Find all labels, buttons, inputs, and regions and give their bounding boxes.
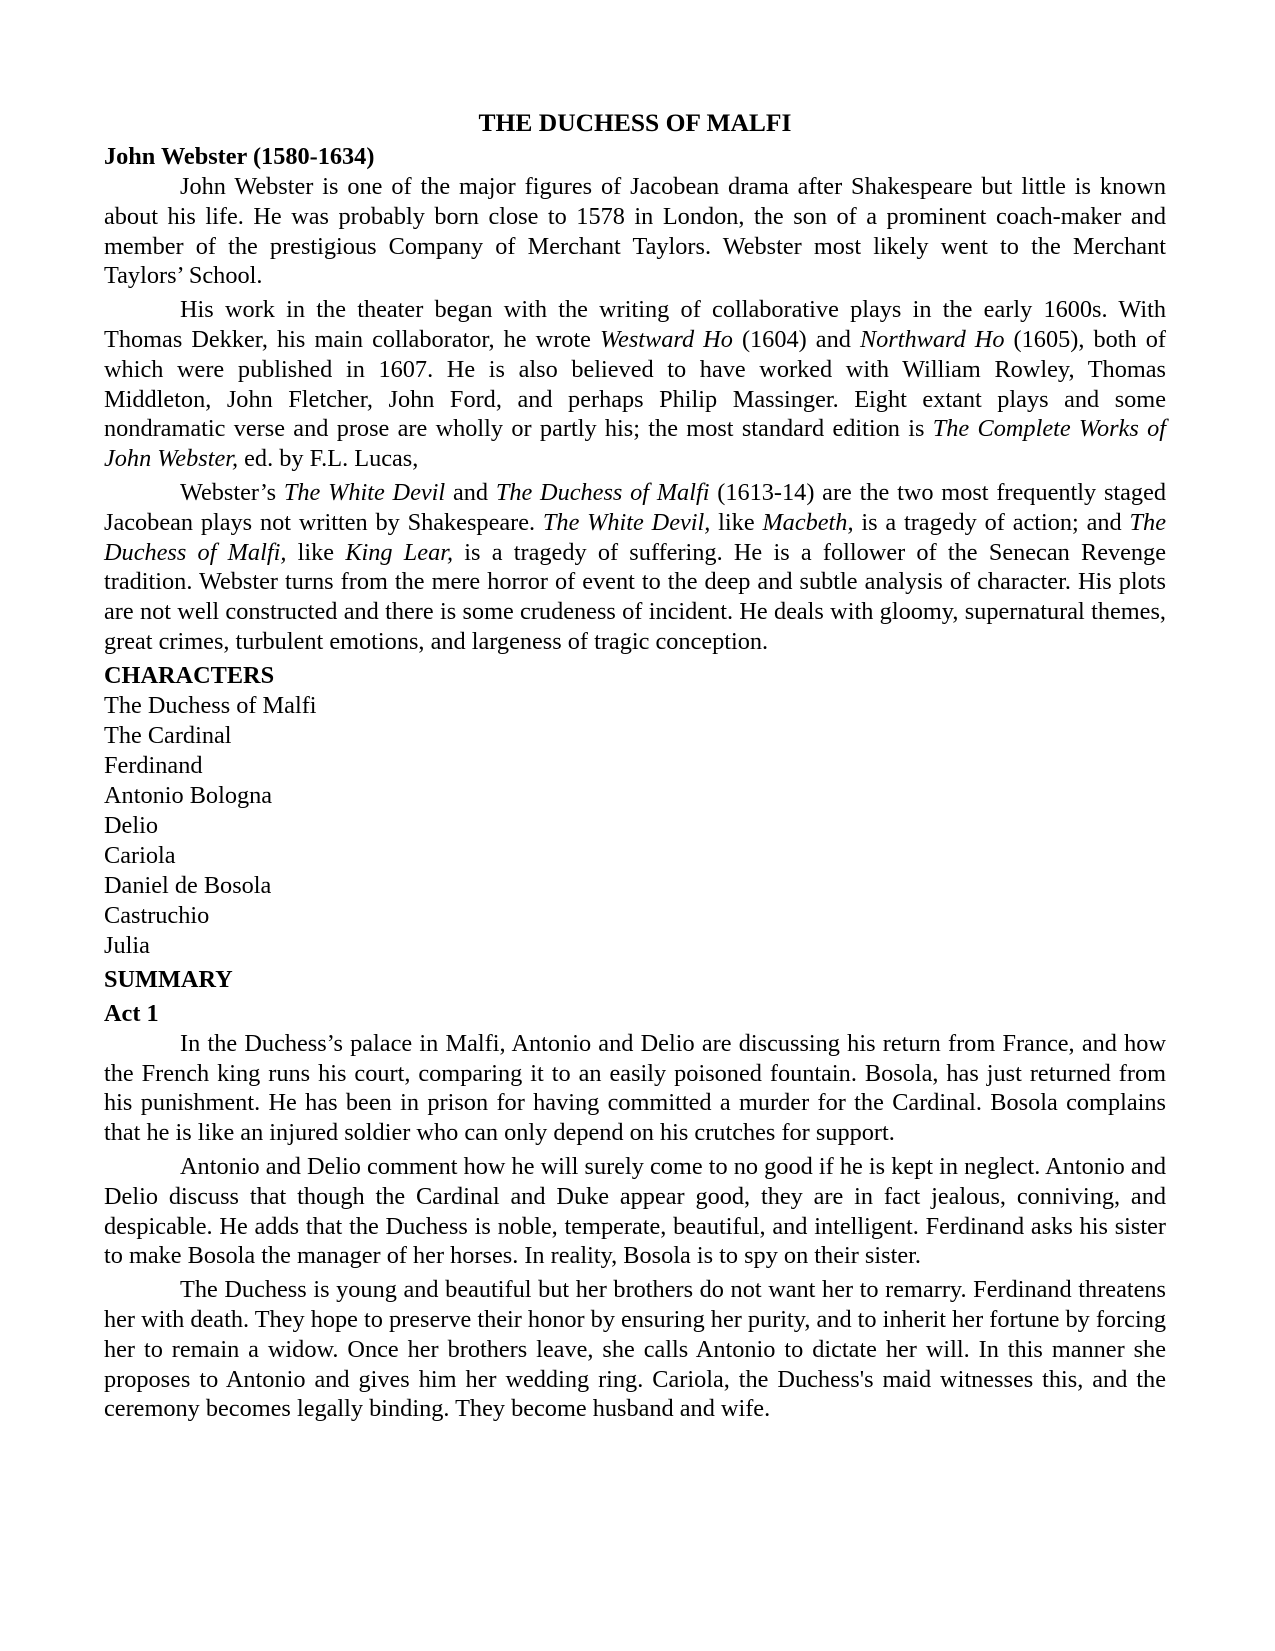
character-item: Julia [104, 931, 150, 959]
text-run: is a tragedy of action; and [853, 508, 1130, 536]
document-title: THE DUCHESS OF MALFI [478, 108, 792, 137]
character-item: The Cardinal [104, 721, 232, 749]
characters-heading: CHARACTERS [104, 661, 275, 689]
italic-title-king-lear: King Lear, [345, 538, 454, 566]
text-run: is a tragedy of suffering. He is a follower of the Senecan Revenge tradition. Webster turns from the mere horror of event to the deep and subtle analysis of character. His plots are not well constructed and there is some crudeness of incident. He deals with gloomy, supernatural themes, great crimes, turbulent emotions, and largeness of tragic conception. [104, 538, 1166, 655]
intro-paragraph-3 [104, 478, 1166, 657]
text-run: (1605), both of which were published in 1607. He is also believed to have worked with William Rowley, Thomas Middleton, John Fletcher, John Ford, and perhaps Philip Massinger. Eight extant plays and some nondramatic verse and prose are wholly or partly his; the most standard edition is [104, 325, 1166, 443]
text-run: His work in the theater began with the writing of collaborative plays in the early 1600s. With Thomas Dekker, his main collaborator, he wrote [104, 296, 1166, 353]
text-run: like [710, 508, 763, 536]
italic-title-duchess-of-malfi: The Duchess of Malfi, [104, 508, 1166, 566]
intro-paragraph-2 [104, 295, 1166, 474]
intro-paragraph-1: John Webster is one of the major figures of Jacobean drama after Shakespeare but little is known about his life. He was probably born close to 1578 in London, the son of a prominent coach-maker and member of the prestigious Company of Merchant Taylors. Webster most likely went to the Merchant Taylors’ School. [104, 173, 1166, 290]
text-run: (1613-14) are the two most frequently staged Jacobean plays not written by Shakespeare. [104, 478, 1167, 536]
character-item: Cariola [104, 841, 176, 869]
text-run: Webster’s [180, 478, 284, 506]
character-item: The Duchess of Malfi [104, 691, 317, 719]
character-item: Delio [104, 811, 158, 839]
summary-heading: SUMMARY [104, 965, 233, 993]
italic-title-duchess-of-malfi: The Duchess of Malfi [495, 478, 710, 506]
document-page [104, 108, 1166, 1428]
italic-title-white-devil: The White Devil, [542, 508, 711, 536]
act1-paragraph-3: The Duchess is young and beautiful but her brothers do not want her to remarry. Ferdinand threatens her with death. They hope to preserve their honor by ensuring her purity, and to inherit her fortune by forcing her to remain a widow. Once her brothers leave, she calls Antonio to dictate her will. In this manner she proposes to Antonio and gives him her wedding ring. Cariola, the Duchess's maid witnesses this, and the ceremony becomes legally binding. They become husband and wife. [104, 1276, 1167, 1423]
italic-title-northward-ho: Northward Ho [859, 325, 1005, 353]
italic-title-westward-ho: Westward Ho [600, 325, 733, 353]
author-heading: John Webster (1580-1634) [104, 143, 375, 170]
italic-title-macbeth: Macbeth, [762, 508, 854, 536]
character-list [104, 691, 1166, 961]
text-run: and [445, 478, 496, 506]
italic-title-white-devil: The White Devil [283, 478, 446, 506]
text-run: ed. by F.L. Lucas, [238, 445, 419, 473]
character-item: Ferdinand [104, 751, 203, 779]
act1-paragraph-2: Antonio and Delio comment how he will surely come to no good if he is kept in neglect. Antonio and Delio discuss that though the Cardinal and Duke appear good, they are in fact jealous, conniving, and despicable. He adds that the Duchess is noble, temperate, beautiful, and intelligent. Ferdinand asks his sister to make Bosola the manager of her horses. In reality, Bosola is to spy on their sister. [104, 1152, 1166, 1270]
act1-heading: Act 1 [104, 999, 159, 1027]
character-item: Daniel de Bosola [104, 871, 272, 899]
act1-paragraph-1: In the Duchess’s palace in Malfi, Antonio and Delio are discussing his return from France, and how the French king runs his court, comparing it to an easily poisoned fountain. Bosola, has just returned from his punishment. He has been in prison for having committed a murder for the Cardinal. Bosola complains that he is like an injured soldier who can only depend on his crutches for support. [104, 1029, 1166, 1147]
text-run: like [286, 538, 346, 566]
character-item: Castruchio [104, 901, 210, 929]
text-run: (1604) and [732, 325, 860, 353]
character-item: Antonio Bologna [104, 781, 273, 809]
italic-title-complete-works: The Complete Works of John Webster, [104, 415, 1166, 473]
